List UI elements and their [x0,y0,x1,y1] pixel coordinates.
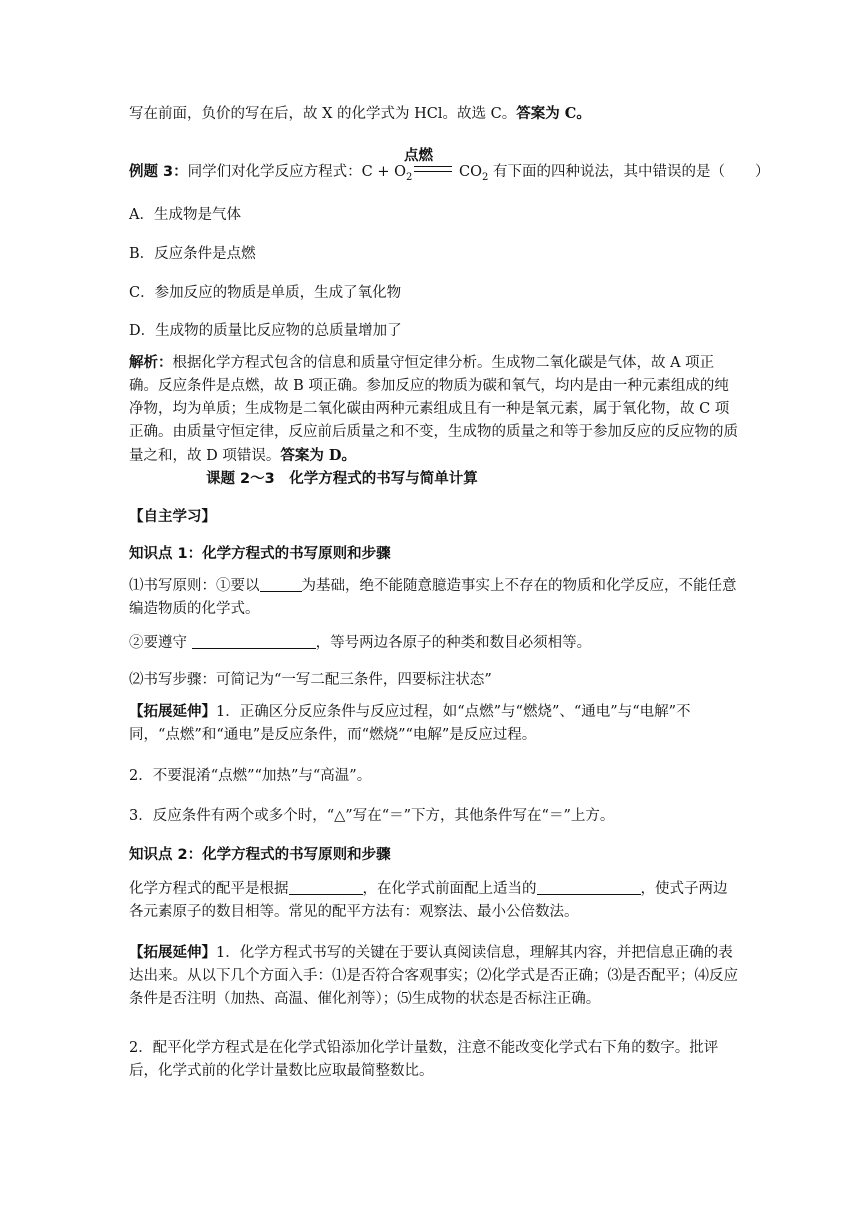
extension-label: 【拓展延伸】 [129,704,216,720]
fill-blank [289,880,363,895]
paragraph-text: 写在前面，负价的写在后，故 X 的化学式为 HCl。故选 C。 [129,106,517,122]
balancing-paragraph [129,878,739,924]
extension-1-item-3: 3．反应条件有两个或多个时，“△”写在“＝”下方，其他条件写在“＝”上方。 [129,808,615,824]
knowledge-point-2-title: 知识点 2：化学方程式的书写原则和步骤 [129,847,391,863]
conservation-paragraph [129,633,739,653]
text-part: ，使式子两边各元素原子的数目相等。常见的配平方法有：观察法、最小公倍数法。 [129,881,728,920]
subscript: 2 [481,171,489,183]
example-3-stem [129,162,770,188]
extension-2-item-2: 2．配平化学方程式是在化学式铅添加化学计量数，注意不能改变化学式右下角的数字。批评后，化学式前的化学计量数比应取最简整数比。 [129,1040,719,1079]
equation-part: 同学们对化学反应方程式：C + O [187,164,406,180]
extension-1-item-1 [129,701,739,747]
extension-2-item-1 [129,942,739,1011]
fill-blank [537,880,641,895]
reaction-condition-label: 点燃 [404,148,433,164]
answer-d: 答案为 D。 [280,447,356,464]
text-part: 1．正确区分反应条件与反应过程，如“点燃”与“燃烧”、“通电”与“电解”不同，“点燃”和“通电”是反应条件，而“燃烧”“电解”是反应过程。 [129,704,691,743]
question-text: 有下面的四种说法，其中错误的是（ [488,164,725,180]
equation-part: CO [454,164,482,180]
fill-blank [260,577,302,592]
text-part: ，等号两边各原子的种类和数目必须相等。 [315,635,592,651]
option-a: A．生成物是气体 [129,207,241,223]
text-part: 1．化学方程式书写的关键在于要认真阅读信息，理解其内容，并把信息正确的表达出来。从以下几个方面入手：⑴是否符合客观事实；⑵化学式是否正确；⑶是否配平；⑷反应条件是否注明（加热、高温、催化剂等）；⑸生成物的状态是否标注正确。 [129,945,738,1007]
analysis-paragraph [129,352,739,468]
extension-label: 【拓展延伸】 [129,945,216,961]
answer-c: 答案为 C。 [516,105,591,122]
lesson-title: 课题 2～3 化学方程式的书写与简单计算 [206,471,478,487]
text-part: 化学方程式的配平是根据 [129,881,289,897]
option-c: C．参加反应的物质是单质，生成了氧化物 [129,285,402,301]
text-part: ，在化学式前面配上适当的 [362,881,537,897]
extension-1-item-2: 2．不要混淆“点燃”“加热”与“高温”。 [129,768,372,784]
option-b: B．反应条件是点燃 [129,246,256,262]
question-text: ） [754,164,770,180]
analysis-label: 解析： [129,355,173,371]
text-part: ⑴书写原则：①要以 [129,578,260,594]
fill-blank [192,634,316,649]
writing-steps-paragraph: ⑵书写步骤：可简记为“一写二配三条件，四要标注状态” [129,672,492,688]
analysis-text: 根据化学方程式包含的信息和质量守恒定律分析。生成物二氧化碳是气体，故 A 项正确。反应条件是点燃，故 B 项正确。参加反应的物质为碳和氧气，均内是由一种元素组成的纯净物，均为单质；生成物是二氧化碳由两种元素组成且有一种是氧元素，属于氧化物，故 C 项正确。由质量守恒定律，反应前后质量之和不变，生成物的质量之和等于参加反应的反应物的质量之和，故 D 项错误。 [129,355,738,464]
knowledge-point-1-title: 知识点 1：化学方程式的书写原则和步骤 [129,546,391,562]
writing-principle-paragraph [129,575,739,621]
example-3-label: 例题 3： [129,164,188,180]
section-heading-self-study: 【自主学习】 [129,509,216,525]
paragraph-answer-c [129,104,739,124]
option-d: D．生成物的质量比反应物的总质量增加了 [129,323,402,339]
text-part: ②要遵守 [129,635,192,651]
equals-sign-icon [414,166,452,172]
text-part: 为基础，绝不能随意臆造事实上不存在的物质和化学反应，不能任意编造物质的化学式。 [129,578,737,617]
subscript: 2 [406,171,413,183]
